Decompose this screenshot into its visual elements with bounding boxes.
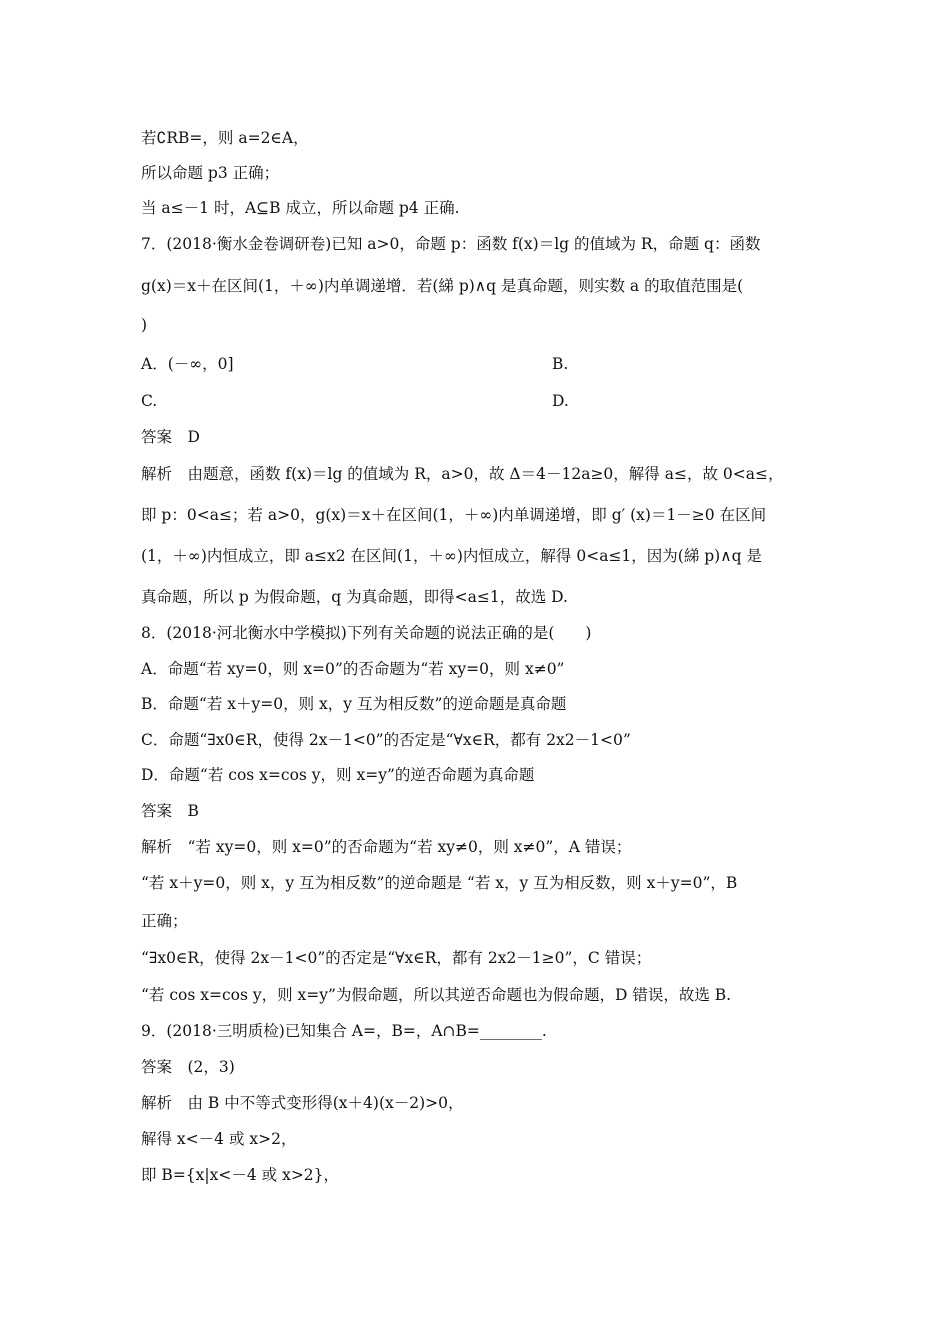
- option-c: C．命题“∃x0∈R，使得 2x－1<0”的否定是“∀x∈R，都有 2x2－1<0”: [141, 731, 631, 749]
- text-line: 所以命题 p3 正确；: [141, 164, 280, 182]
- question-7-stem: 7．(2018·衡水金卷调研卷)已知 a>0，命题 p：函数 f(x)＝lg 的值域为 R，命题 q：函数: [141, 235, 761, 253]
- question-7-stem: ): [141, 316, 148, 334]
- analysis-text: 解得 x<－4 或 x>2，: [141, 1130, 297, 1148]
- option-a: A．命题“若 xy=0，则 x=0”的否命题为“若 xy=0，则 x≠0”: [141, 660, 565, 678]
- question-7-stem: g(x)＝x＋在区间(1，＋∞)内单调递增．若(綈 p)∧q 是真命题，则实数 a 的取值范围是(: [141, 277, 744, 295]
- analysis-text: “∃x0∈R，使得 2x－1<0”的否定是“∀x∈R，都有 2x2－1≥0”，C 错误；: [141, 949, 652, 967]
- text-line: 若∁RB=，则 a=2∈A，: [141, 129, 309, 147]
- analysis-text: 解析 “若 xy=0，则 x=0”的否命题为“若 xy≠0，则 x≠0”，A 错误；: [141, 838, 632, 856]
- text-line: 当 a≤－1 时，A⊆B 成立，所以命题 p4 正确.: [141, 199, 460, 217]
- option-b: B.: [552, 355, 569, 373]
- option-d: D．命题“若 cos x=cos y，则 x=y”的逆否命题为真命题: [141, 766, 535, 784]
- answer-label: 答案 (2，3): [141, 1058, 235, 1076]
- option-d: D.: [552, 392, 569, 410]
- question-9-stem: 9．(2018·三明质检)已知集合 A=，B=，A∩B=________.: [141, 1022, 547, 1040]
- analysis-text: 正确；: [141, 912, 188, 930]
- answer-label: 答案 D: [141, 428, 200, 446]
- option-b: B．命题“若 x＋y=0，则 x，y 互为相反数”的逆命题是真命题: [141, 695, 567, 713]
- analysis-text: “若 cos x=cos y，则 x=y”为假命题，所以其逆否命题也为假命题，D 错误，故选 B.: [141, 986, 732, 1004]
- analysis-text: 解析 由 B 中不等式变形得(x＋4)(x－2)>0，: [141, 1094, 464, 1112]
- option-row: [141, 354, 569, 374]
- analysis-text: 即 p：0<a≤；若 a>0，g(x)＝x＋在区间(1，＋∞)内单调递增，即 g′ (x)＝1－≥0 在区间: [141, 506, 767, 524]
- option-a: A．(－∞，0]: [141, 355, 234, 373]
- option-row: [141, 391, 569, 411]
- answer-label: 答案 B: [141, 802, 199, 820]
- option-c: C.: [141, 392, 158, 410]
- analysis-text: 真命题，所以 p 为假命题，q 为真命题，即得<a≤1，故选 D.: [141, 588, 568, 606]
- analysis-text: 解析 由题意，函数 f(x)＝lg 的值域为 R，a>0，故 Δ＝4－12a≥0，解得 a≤，故 0<a≤，: [141, 465, 784, 483]
- question-8-stem: 8．(2018·河北衡水中学模拟)下列有关命题的说法正确的是( ): [141, 624, 592, 642]
- analysis-text: (1，＋∞)内恒成立，即 a≤x2 在区间(1，＋∞)内恒成立，解得 0<a≤1，因为(綈 p)∧q 是: [141, 547, 762, 565]
- analysis-text: 即 B={x|x<－4 或 x>2}，: [141, 1166, 340, 1184]
- analysis-text: “若 x＋y=0，则 x，y 互为相反数”的逆命题是 “若 x，y 互为相反数，则 x＋y=0”，B: [141, 874, 738, 892]
